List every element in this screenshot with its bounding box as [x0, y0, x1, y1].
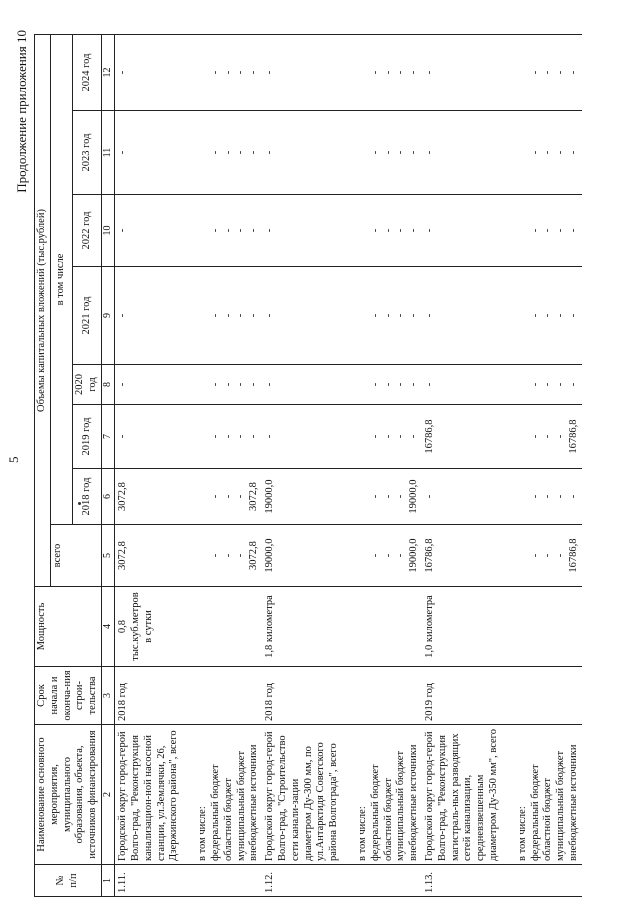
spacer — [453, 368, 530, 401]
spacer — [293, 270, 370, 361]
spacer — [146, 38, 210, 107]
spacer — [293, 528, 370, 583]
source-value: - — [248, 382, 260, 387]
col-index: 1 — [101, 865, 114, 897]
value-total: 3072,8 — [117, 541, 129, 570]
source-value: - — [555, 313, 567, 318]
value-cell — [262, 365, 422, 405]
source-value: - — [542, 553, 554, 558]
source-value: - — [555, 494, 567, 499]
value-total: - — [117, 382, 129, 387]
value-cell — [262, 34, 422, 110]
value-cell — [115, 267, 262, 365]
source-value: - — [369, 553, 381, 558]
source-value: - — [209, 494, 221, 499]
spacer — [453, 528, 530, 583]
source-value: - — [567, 382, 579, 387]
spacer — [293, 114, 370, 191]
source-value: - — [555, 553, 567, 558]
value-cell — [262, 405, 422, 469]
value-total: 19000,0 — [264, 538, 276, 573]
value-cell — [422, 267, 582, 365]
source-value: - — [382, 70, 394, 75]
col-header-including: в том числе — [50, 34, 73, 524]
row-power: 1,0 километра — [422, 587, 582, 667]
source-value: - — [555, 228, 567, 233]
col-index: 9 — [101, 267, 114, 365]
source-name: муниципальный бюджет — [235, 750, 247, 861]
col-header-total: всего — [50, 525, 101, 587]
col-header-year: 2024 год — [73, 34, 102, 110]
source-value: - — [248, 434, 260, 439]
source-value: - — [369, 313, 381, 318]
source-value: - — [248, 70, 260, 75]
source-value: 3072,8 — [248, 541, 260, 570]
source-value: - — [408, 70, 420, 75]
value-cell — [422, 469, 582, 525]
col-index: 3 — [101, 667, 114, 725]
source-value: - — [209, 313, 221, 318]
source-value: - — [382, 313, 394, 318]
row-title: Городской округ город-герой Волго-град, "Реконструкция магистраль-ных разводящих сетей канализации, средневзвешенным диаметром Ду-350 мм", всего — [423, 729, 499, 861]
value-cell — [262, 469, 422, 525]
col-header-year: 2019 год — [73, 405, 102, 469]
spacer — [293, 38, 370, 107]
source-name: внебюджетные источники — [408, 744, 420, 861]
source-value: - — [567, 70, 579, 75]
row-breakdown-label: в том числе: — [356, 806, 368, 861]
value-cell — [115, 195, 262, 267]
col-header-power: Мощность — [35, 587, 102, 667]
source-value: - — [209, 434, 221, 439]
value-total: - — [423, 494, 435, 499]
source-value: - — [542, 228, 554, 233]
col-index: 8 — [101, 365, 114, 405]
col-index: 12 — [101, 34, 114, 110]
spacer — [146, 408, 210, 465]
source-value: - — [222, 313, 234, 318]
value-cell — [115, 469, 262, 525]
value-cell — [422, 525, 582, 587]
col-index: 5 — [101, 525, 114, 587]
col-header-year: 2023 год — [73, 111, 102, 195]
source-value: - — [555, 70, 567, 75]
col-header-term: Срок начала и оконча-ния строи-тельства — [35, 667, 102, 725]
spacer — [146, 270, 210, 361]
source-value: - — [542, 494, 554, 499]
value-cell — [115, 365, 262, 405]
source-value: - — [555, 150, 567, 155]
value-total: 16786,8 — [423, 419, 435, 454]
value-cell — [262, 111, 422, 195]
source-value: - — [222, 382, 234, 387]
row-breakdown-label: в том числе: — [516, 806, 528, 861]
source-value: - — [209, 70, 221, 75]
spacer — [293, 472, 370, 521]
source-value: - — [209, 150, 221, 155]
table-row — [115, 34, 262, 896]
row-number: 1.13. — [422, 865, 582, 897]
value-total: - — [423, 382, 435, 387]
source-value: - — [529, 494, 541, 499]
row-power: 1,8 километра — [262, 587, 422, 667]
spacer — [453, 114, 530, 191]
source-value: - — [369, 494, 381, 499]
row-title: Городской округ город-герой Волго-град, "Реконструкция канализацион-ной насосной станции, ул.Землячки, 26, Дзержинского района", всего — [117, 730, 180, 861]
source-value: - — [542, 434, 554, 439]
source-value: 3072,8 — [248, 482, 260, 511]
source-value: - — [235, 494, 247, 499]
source-value: - — [567, 313, 579, 318]
source-value: 19000,0 — [408, 538, 420, 573]
value-cell — [115, 525, 262, 587]
spacer — [453, 38, 530, 107]
source-value: - — [395, 228, 407, 233]
spacer — [146, 528, 210, 583]
table-body — [115, 34, 582, 896]
source-value: - — [235, 553, 247, 558]
value-cell — [422, 34, 582, 110]
source-value: - — [395, 70, 407, 75]
col-header-year: 2020 год — [73, 365, 102, 405]
capital-investment-table — [34, 34, 582, 897]
source-value: - — [235, 228, 247, 233]
spacer — [293, 408, 370, 465]
source-value: - — [395, 434, 407, 439]
source-value: - — [222, 494, 234, 499]
source-value: - — [408, 434, 420, 439]
source-value: - — [235, 150, 247, 155]
value-cell — [422, 365, 582, 405]
spacer — [293, 368, 370, 401]
row-term: 2019 год — [422, 667, 582, 725]
col-index: 4 — [101, 587, 114, 667]
value-total: - — [423, 313, 435, 318]
col-header-no: № п/п — [35, 865, 102, 897]
source-value: - — [222, 434, 234, 439]
source-value: - — [235, 382, 247, 387]
source-value: - — [235, 434, 247, 439]
source-value: 16786,8 — [567, 419, 579, 454]
source-value: - — [395, 553, 407, 558]
source-value: - — [248, 313, 260, 318]
appendix-caption: Продолжение приложения 10 — [14, 30, 29, 193]
row-term: 2018 год — [262, 667, 422, 725]
value-total: - — [423, 150, 435, 155]
row-number: 1.11. — [115, 865, 262, 897]
row-power: 0,8 тыс.куб.метров в сутки — [115, 587, 262, 667]
source-name: областной бюджет — [382, 778, 394, 861]
value-total: 19000,0 — [264, 479, 276, 514]
spacer — [146, 472, 210, 521]
row-name-cell — [262, 725, 422, 865]
spacer — [453, 408, 530, 465]
source-value: - — [555, 382, 567, 387]
source-value: - — [529, 150, 541, 155]
source-value: - — [209, 382, 221, 387]
value-total: - — [423, 70, 435, 75]
source-value: 16786,8 — [567, 538, 579, 573]
source-value: - — [382, 382, 394, 387]
row-number: 1.12. — [262, 865, 422, 897]
value-cell — [422, 111, 582, 195]
source-value: - — [529, 313, 541, 318]
col-index: 6 — [101, 469, 114, 525]
value-total: 3072,8 — [117, 482, 129, 511]
source-value: - — [382, 553, 394, 558]
source-value: - — [542, 150, 554, 155]
value-cell — [422, 195, 582, 267]
source-value: - — [369, 70, 381, 75]
source-value: - — [567, 150, 579, 155]
source-name: муниципальный бюджет — [395, 750, 407, 861]
row-name-cell — [422, 725, 582, 865]
source-value: - — [235, 313, 247, 318]
table-row — [262, 34, 422, 896]
source-value: - — [408, 150, 420, 155]
source-value: - — [248, 150, 260, 155]
source-value: - — [542, 382, 554, 387]
value-total: - — [264, 382, 276, 387]
row-breakdown-label: в том числе: — [197, 806, 209, 861]
page-number: 5 — [6, 456, 21, 463]
source-value: - — [369, 382, 381, 387]
source-value: - — [408, 228, 420, 233]
source-value: - — [529, 228, 541, 233]
source-value: - — [382, 494, 394, 499]
source-value: - — [369, 434, 381, 439]
source-value: - — [222, 228, 234, 233]
value-total: 16786,8 — [423, 538, 435, 573]
col-header-volumes: Объемы капитальных вложений (тыс.рублей) — [35, 34, 51, 586]
col-index: 10 — [101, 195, 114, 267]
row-title: Городской округ город-герой Волго-град, "Строительство сети канали-зации диаметром Ду-300 мм, по ул.Антарктидя Советского района Волгограда", всего — [264, 731, 340, 861]
source-value: - — [222, 70, 234, 75]
source-value: - — [248, 228, 260, 233]
value-cell — [115, 111, 262, 195]
source-value: - — [395, 150, 407, 155]
source-value: - — [235, 70, 247, 75]
row-name-cell — [115, 725, 262, 865]
spacer — [453, 472, 530, 521]
source-value: - — [395, 494, 407, 499]
spacer — [453, 198, 530, 263]
source-name: внебюджетные источники — [567, 744, 579, 861]
spacer — [146, 198, 210, 263]
source-name: федеральный бюджет — [209, 764, 221, 861]
source-value: - — [529, 382, 541, 387]
value-total: - — [264, 228, 276, 233]
col-index: 2 — [101, 725, 114, 865]
spacer — [146, 368, 210, 401]
value-cell — [422, 405, 582, 469]
col-header-year: 2018 год — [73, 469, 102, 525]
value-total: - — [117, 70, 129, 75]
spacer — [146, 114, 210, 191]
source-value: - — [395, 382, 407, 387]
source-value: - — [382, 228, 394, 233]
source-value: - — [529, 434, 541, 439]
source-value: - — [408, 382, 420, 387]
spacer — [453, 270, 530, 361]
source-name: муниципальный бюджет — [555, 750, 567, 861]
source-value: - — [395, 313, 407, 318]
source-value: - — [408, 313, 420, 318]
source-value: - — [209, 228, 221, 233]
value-total: - — [117, 313, 129, 318]
value-total: - — [264, 70, 276, 75]
source-value: - — [542, 313, 554, 318]
value-total: - — [264, 434, 276, 439]
source-value: - — [542, 70, 554, 75]
spacer — [293, 198, 370, 263]
value-cell — [262, 267, 422, 365]
col-header-year: 2022 год — [73, 195, 102, 267]
source-value: - — [529, 70, 541, 75]
value-total: - — [117, 228, 129, 233]
source-value: - — [222, 553, 234, 558]
row-term: 2018 год — [115, 667, 262, 725]
source-value: 19000,0 — [408, 479, 420, 514]
source-name: областной бюджет — [542, 778, 554, 861]
source-value: - — [529, 553, 541, 558]
col-index: 11 — [101, 111, 114, 195]
value-total: - — [264, 150, 276, 155]
source-value: - — [382, 150, 394, 155]
source-value: - — [222, 150, 234, 155]
source-name: федеральный бюджет — [369, 764, 381, 861]
source-value: - — [382, 434, 394, 439]
source-value: - — [209, 553, 221, 558]
col-header-year: 2021 год — [73, 267, 102, 365]
source-value: - — [555, 434, 567, 439]
table-row — [422, 34, 582, 896]
value-cell — [262, 525, 422, 587]
source-value: - — [369, 150, 381, 155]
source-value: - — [567, 228, 579, 233]
source-name: внебюджетные источники — [248, 744, 260, 861]
col-header-name: Наименование основного мероприятия, муниципального образования, объекта, источников финансирования — [35, 725, 102, 865]
source-name: федеральный бюджет — [529, 764, 541, 861]
value-total: - — [117, 434, 129, 439]
value-cell — [115, 405, 262, 469]
source-name: областной бюджет — [222, 778, 234, 861]
value-cell — [115, 34, 262, 110]
value-total: - — [264, 313, 276, 318]
value-total: - — [423, 228, 435, 233]
col-index: 7 — [101, 405, 114, 469]
source-value: - — [567, 494, 579, 499]
value-cell — [262, 195, 422, 267]
value-total: - — [117, 150, 129, 155]
source-value: - — [369, 228, 381, 233]
